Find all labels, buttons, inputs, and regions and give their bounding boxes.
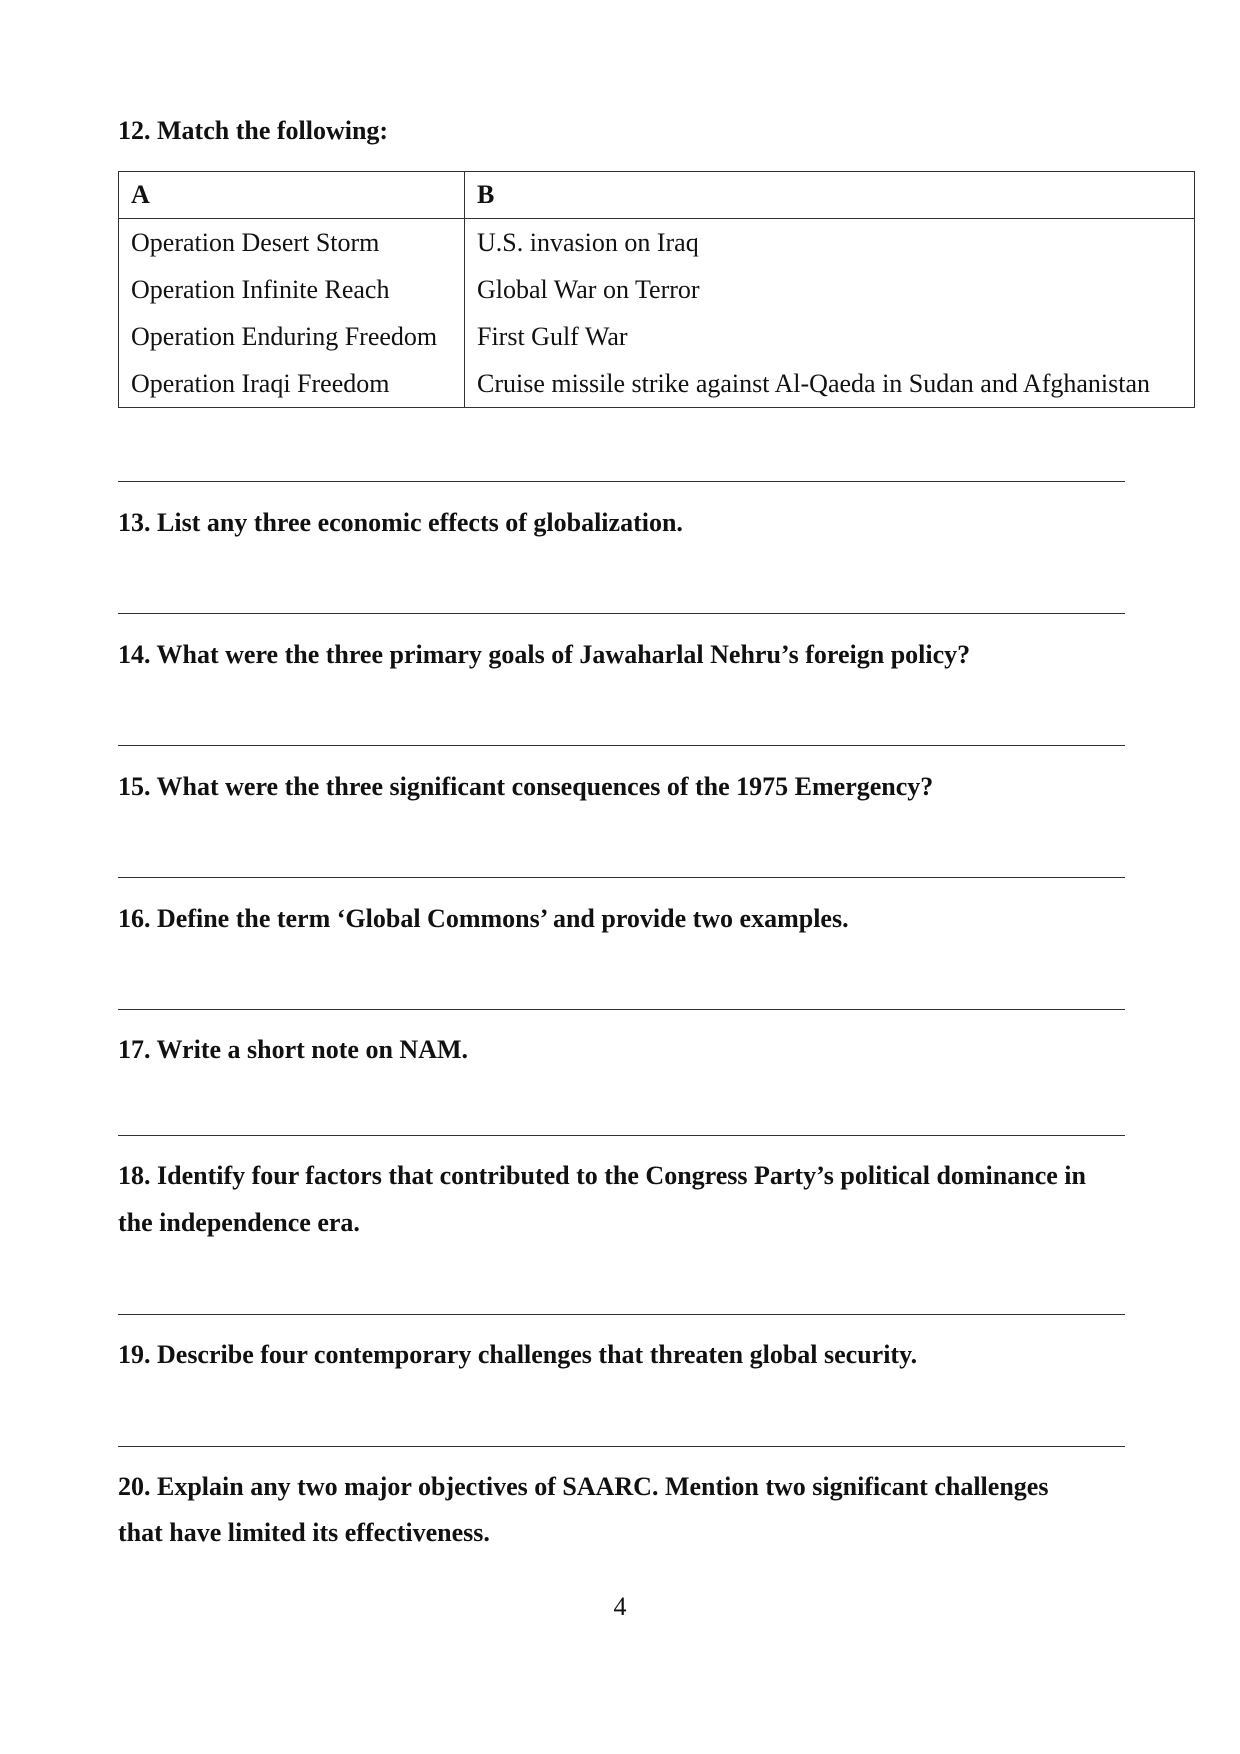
table-row [119,219,1195,267]
page-number: 4 [613,1592,627,1621]
question-12: 12. Match the following: [118,116,389,145]
table-cell-b: U.S. invasion on Iraq [465,219,1195,267]
answer-divider [118,1009,1125,1010]
table-cell-b: Cruise missile strike against Al-Qaeda in Sudan and Afghanistan [465,360,1195,408]
answer-divider [118,877,1125,878]
answer-divider [118,1446,1125,1447]
table-cell-b: Global War on Terror [465,266,1195,313]
question-20-line-2: that have limited its effectiveness. [118,1518,490,1547]
table-cell-a: Operation Iraqi Freedom [119,360,465,408]
table-row [119,360,1195,408]
question-17: 17. Write a short note on NAM. [118,1035,469,1064]
match-table-header-row [119,172,1195,219]
question-18-line-2: the independence era. [118,1208,360,1237]
question-14: 14. What were the three primary goals of Jawaharlal Nehru’s foreign policy? [118,640,971,669]
answer-divider [118,745,1125,746]
column-header-b: B [465,172,1195,219]
table-cell-a: Operation Desert Storm [119,219,465,267]
question-15: 15. What were the three significant consequences of the 1975 Emergency? [118,772,934,801]
table-row [119,313,1195,360]
answer-divider [118,1314,1125,1315]
question-20-line-1: 20. Explain any two major objectives of SAARC. Mention two significant challenges [118,1472,1049,1501]
column-header-a: A [119,172,465,219]
question-19: 19. Describe four contemporary challenges that threaten global security. [118,1340,918,1369]
answer-divider [118,613,1125,614]
answer-divider [118,481,1125,482]
answer-divider [118,1135,1125,1136]
question-18-line-1: 18. Identify four factors that contributed to the Congress Party’s political dominance in [118,1161,1086,1190]
question-13: 13. List any three economic effects of globalization. [118,508,683,537]
table-row [119,266,1195,313]
question-16: 16. Define the term ‘Global Commons’ and provide two examples. [118,904,849,933]
table-cell-b: First Gulf War [465,313,1195,360]
table-cell-a: Operation Enduring Freedom [119,313,465,360]
match-table [118,171,1195,408]
table-cell-a: Operation Infinite Reach [119,266,465,313]
